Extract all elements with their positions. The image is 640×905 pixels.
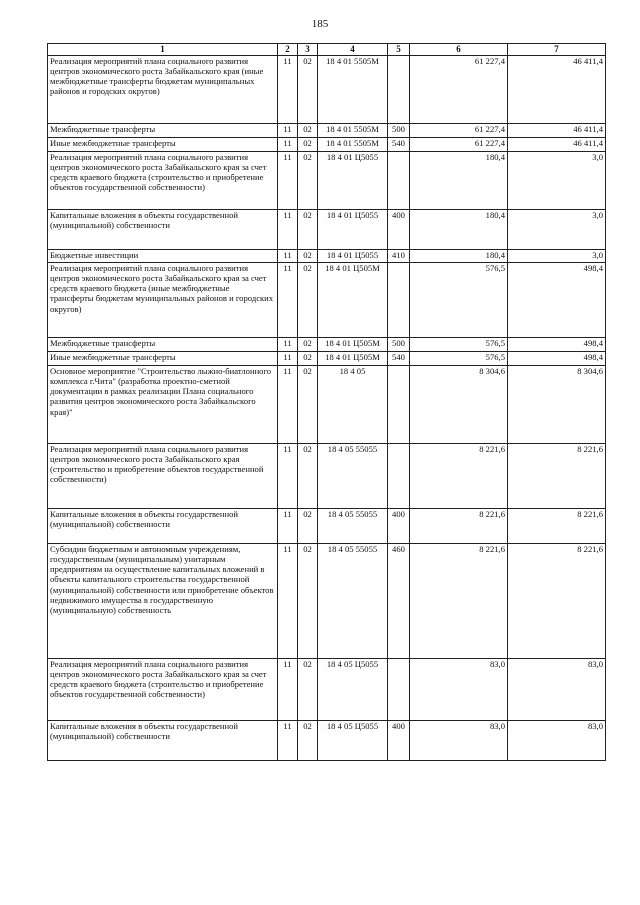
row-name-cell: Реализация мероприятий плана социального развития центров экономического роста Забайкальского края за счет средств краевого бюджета (строительство и приобретение объектов государственной собственности) <box>48 152 278 210</box>
page-number: 185 <box>311 18 329 30</box>
section-cell: 11 <box>278 338 298 352</box>
target-article-cell: 18 4 01 Ц505М <box>318 352 388 366</box>
amount-year2-cell: 46 411,4 <box>508 138 606 152</box>
amount-year2-cell: 8 221,6 <box>508 444 606 509</box>
row-name-cell: Реализация мероприятий плана социального развития центров экономического роста Забайкальского края за счет средств краевого бюджета (строительство и приобретение объектов государственной собственности) <box>48 659 278 721</box>
amount-year2-cell: 3,0 <box>508 152 606 210</box>
expense-type-cell <box>388 152 410 210</box>
expense-type-cell <box>388 659 410 721</box>
section-cell: 11 <box>278 721 298 761</box>
amount-year2-cell: 83,0 <box>508 721 606 761</box>
expense-type-cell <box>388 444 410 509</box>
section-cell: 11 <box>278 124 298 138</box>
amount-year1-cell: 83,0 <box>410 721 508 761</box>
header-cell: 6 <box>410 44 508 56</box>
target-article-cell: 18 4 05 Ц5055 <box>318 721 388 761</box>
subsection-cell: 02 <box>298 544 318 659</box>
amount-year2-cell: 46 411,4 <box>508 56 606 124</box>
row-name-cell: Иные межбюджетные трансферты <box>48 138 278 152</box>
amount-year1-cell: 8 221,6 <box>410 444 508 509</box>
header-cell: 1 <box>48 44 278 56</box>
row-name-cell: Реализация мероприятий плана социального развития центров экономического роста Забайкальского края (строительство и приобретение объектов государственной собственности) <box>48 444 278 509</box>
expense-type-cell <box>388 56 410 124</box>
target-article-cell: 18 4 05 Ц5055 <box>318 659 388 721</box>
row-name-cell: Капитальные вложения в объекты государственной (муниципальной) собственности <box>48 509 278 544</box>
expense-type-cell: 460 <box>388 544 410 659</box>
amount-year2-cell: 498,4 <box>508 338 606 352</box>
table-row <box>48 152 606 210</box>
subsection-cell: 02 <box>298 263 318 338</box>
row-name-cell: Капитальные вложения в объекты государственной (муниципальной) собственности <box>48 210 278 250</box>
target-article-cell: 18 4 05 55055 <box>318 509 388 544</box>
header-row <box>48 44 606 56</box>
expense-type-cell: 540 <box>388 138 410 152</box>
expense-type-cell: 410 <box>388 250 410 263</box>
amount-year2-cell: 8 304,6 <box>508 366 606 444</box>
table-row <box>48 250 606 263</box>
amount-year1-cell: 61 227,4 <box>410 138 508 152</box>
row-name-cell: Субсидии бюджетным и автономным учреждениям, государственным (муниципальным) унитарным предприятиям на осуществление капитальных вложений в объекты капитального строительства государственной (муниципальной) собственности или приобретение объектов недвижимого имущества в государственную (муниципальную) собственность <box>48 544 278 659</box>
subsection-cell: 02 <box>298 152 318 210</box>
expense-type-cell: 400 <box>388 721 410 761</box>
amount-year1-cell: 8 221,6 <box>410 544 508 659</box>
table-row <box>48 544 606 659</box>
header-cell: 3 <box>298 44 318 56</box>
amount-year1-cell: 61 227,4 <box>410 56 508 124</box>
target-article-cell: 18 4 01 5505М <box>318 138 388 152</box>
budget-table <box>47 43 606 761</box>
section-cell: 11 <box>278 152 298 210</box>
section-cell: 11 <box>278 210 298 250</box>
section-cell: 11 <box>278 509 298 544</box>
row-name-cell: Межбюджетные трансферты <box>48 338 278 352</box>
table-row <box>48 721 606 761</box>
row-name-cell: Иные межбюджетные трансферты <box>48 352 278 366</box>
target-article-cell: 18 4 01 Ц5055 <box>318 152 388 210</box>
table-row <box>48 509 606 544</box>
table-row <box>48 138 606 152</box>
target-article-cell: 18 4 01 Ц505М <box>318 338 388 352</box>
subsection-cell: 02 <box>298 138 318 152</box>
expense-type-cell: 400 <box>388 210 410 250</box>
amount-year2-cell: 8 221,6 <box>508 509 606 544</box>
subsection-cell: 02 <box>298 352 318 366</box>
table-row <box>48 263 606 338</box>
subsection-cell: 02 <box>298 56 318 124</box>
amount-year2-cell: 3,0 <box>508 210 606 250</box>
header-cell: 2 <box>278 44 298 56</box>
table-row <box>48 338 606 352</box>
subsection-cell: 02 <box>298 444 318 509</box>
row-name-cell: Бюджетные инвестиции <box>48 250 278 263</box>
table-row <box>48 56 606 124</box>
subsection-cell: 02 <box>298 124 318 138</box>
amount-year1-cell: 180,4 <box>410 250 508 263</box>
expense-type-cell <box>388 263 410 338</box>
target-article-cell: 18 4 01 5505М <box>318 124 388 138</box>
section-cell: 11 <box>278 250 298 263</box>
amount-year2-cell: 46 411,4 <box>508 124 606 138</box>
expense-type-cell <box>388 366 410 444</box>
amount-year1-cell: 180,4 <box>410 210 508 250</box>
target-article-cell: 18 4 01 Ц505М <box>318 263 388 338</box>
amount-year1-cell: 576,5 <box>410 352 508 366</box>
row-name-cell: Реализация мероприятий плана социального развития центров экономического роста Забайкальского края за счет средств краевого бюджета (иные межбюджетные трансферты бюджетам муниципальных районов и городских округов) <box>48 263 278 338</box>
target-article-cell: 18 4 01 Ц5055 <box>318 210 388 250</box>
target-article-cell: 18 4 05 55055 <box>318 444 388 509</box>
amount-year1-cell: 576,5 <box>410 263 508 338</box>
expense-type-cell: 540 <box>388 352 410 366</box>
amount-year1-cell: 8 304,6 <box>410 366 508 444</box>
table-row <box>48 659 606 721</box>
row-name-cell: Реализация мероприятий плана социального развития центров экономического роста Забайкальского края (иные межбюджетные трансферты бюджетам муниципальных районов и городских округов) <box>48 56 278 124</box>
expense-type-cell: 400 <box>388 509 410 544</box>
subsection-cell: 02 <box>298 366 318 444</box>
section-cell: 11 <box>278 263 298 338</box>
table-row <box>48 366 606 444</box>
section-cell: 11 <box>278 444 298 509</box>
section-cell: 11 <box>278 659 298 721</box>
section-cell: 11 <box>278 544 298 659</box>
header-cell: 7 <box>508 44 606 56</box>
expense-type-cell: 500 <box>388 124 410 138</box>
header-cell: 4 <box>318 44 388 56</box>
row-name-cell: Капитальные вложения в объекты государственной (муниципальной) собственности <box>48 721 278 761</box>
target-article-cell: 18 4 05 <box>318 366 388 444</box>
subsection-cell: 02 <box>298 509 318 544</box>
section-cell: 11 <box>278 366 298 444</box>
table-row <box>48 210 606 250</box>
expense-type-cell: 500 <box>388 338 410 352</box>
table-row <box>48 444 606 509</box>
section-cell: 11 <box>278 352 298 366</box>
table-row <box>48 352 606 366</box>
subsection-cell: 02 <box>298 338 318 352</box>
section-cell: 11 <box>278 138 298 152</box>
amount-year2-cell: 498,4 <box>508 263 606 338</box>
amount-year1-cell: 83,0 <box>410 659 508 721</box>
subsection-cell: 02 <box>298 210 318 250</box>
subsection-cell: 02 <box>298 659 318 721</box>
target-article-cell: 18 4 01 5505М <box>318 56 388 124</box>
amount-year2-cell: 498,4 <box>508 352 606 366</box>
amount-year1-cell: 180,4 <box>410 152 508 210</box>
row-name-cell: Основное мероприятие "Строительство лыжно-биатлонного комплекса г.Чита" (разработка проектно-сметной документации в рамках реализации Плана социального развития центров экономического роста Забайкальского края)" <box>48 366 278 444</box>
row-name-cell: Межбюджетные трансферты <box>48 124 278 138</box>
header-cell: 5 <box>388 44 410 56</box>
amount-year1-cell: 61 227,4 <box>410 124 508 138</box>
subsection-cell: 02 <box>298 721 318 761</box>
table-row <box>48 124 606 138</box>
amount-year1-cell: 8 221,6 <box>410 509 508 544</box>
section-cell: 11 <box>278 56 298 124</box>
subsection-cell: 02 <box>298 250 318 263</box>
target-article-cell: 18 4 01 Ц5055 <box>318 250 388 263</box>
amount-year2-cell: 83,0 <box>508 659 606 721</box>
amount-year1-cell: 576,5 <box>410 338 508 352</box>
amount-year2-cell: 3,0 <box>508 250 606 263</box>
amount-year2-cell: 8 221,6 <box>508 544 606 659</box>
target-article-cell: 18 4 05 55055 <box>318 544 388 659</box>
